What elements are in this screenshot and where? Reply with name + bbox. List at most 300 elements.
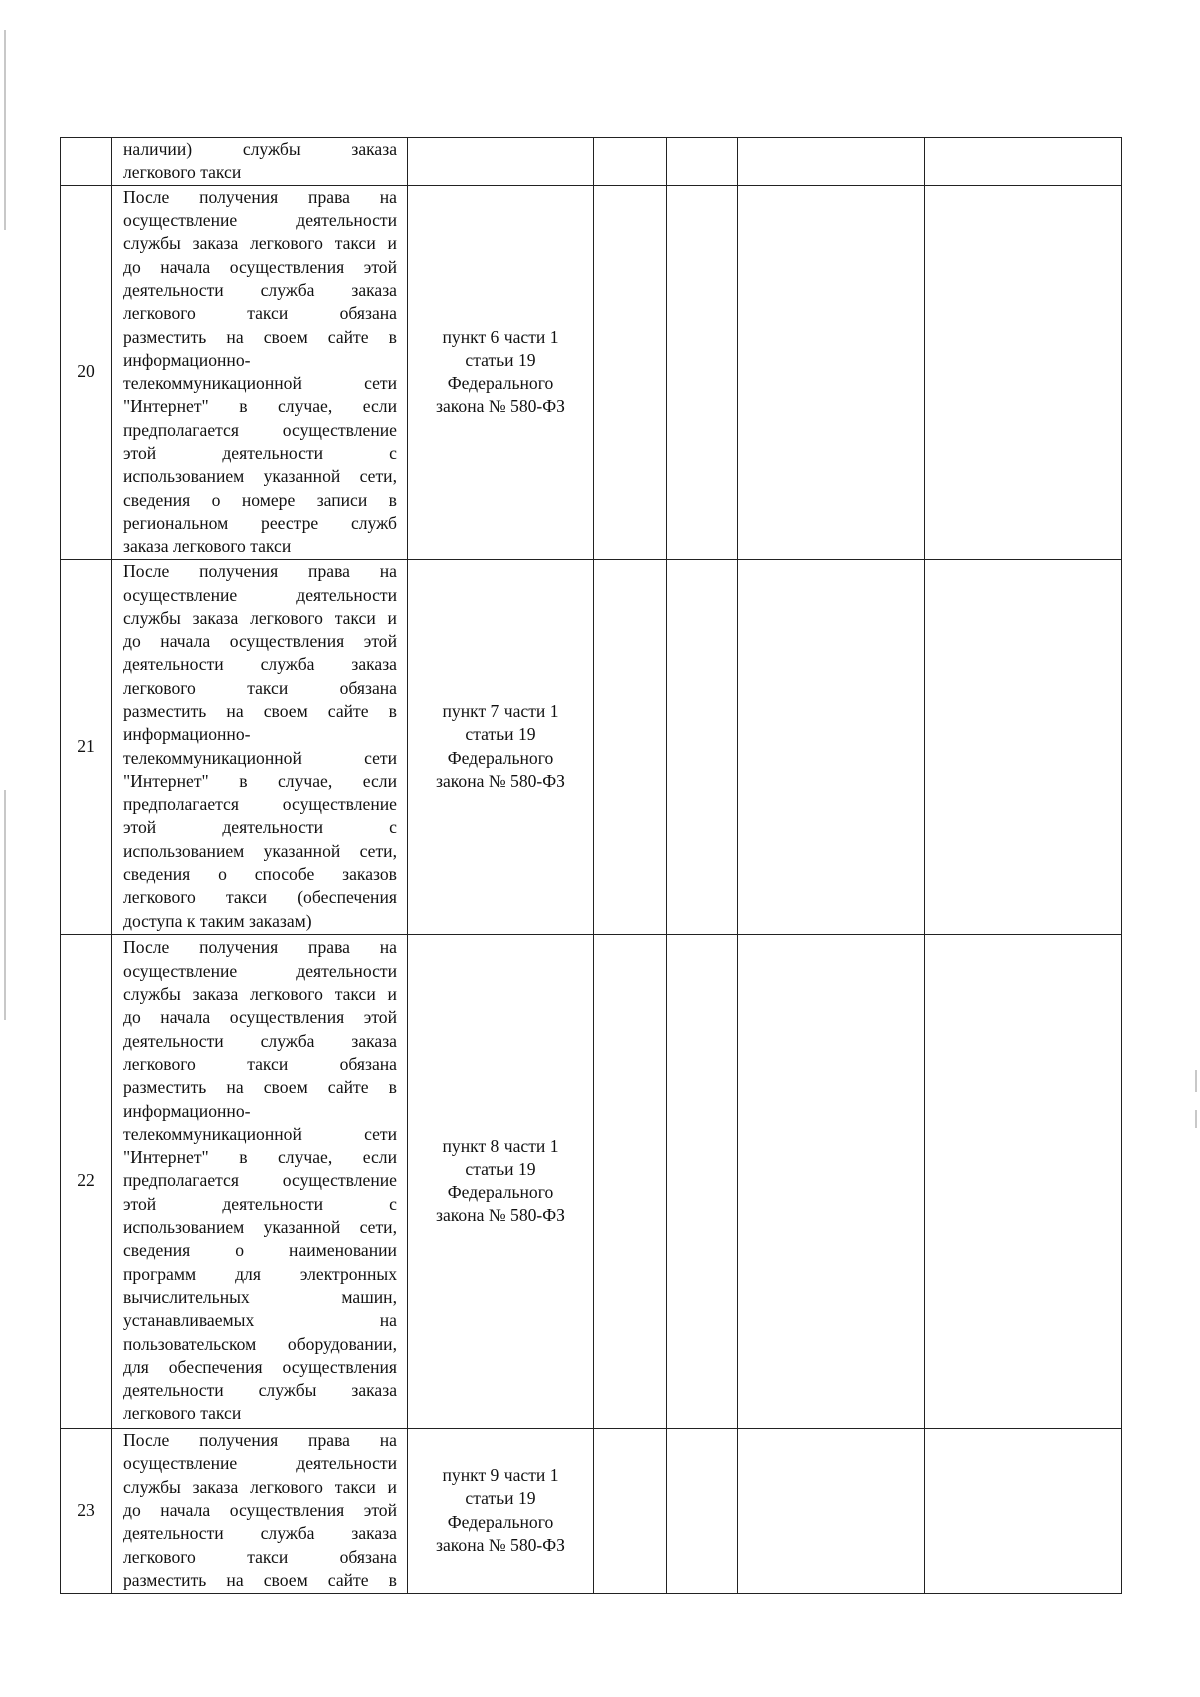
- text-line: [123, 1286, 397, 1309]
- text-line: [123, 1169, 397, 1192]
- word: машин,: [341, 1286, 397, 1307]
- word: начала: [160, 631, 211, 652]
- legal-reference: [408, 1428, 594, 1593]
- text-line: [123, 1239, 397, 1262]
- text-line: [123, 677, 397, 700]
- text-line: [123, 1429, 397, 1452]
- empty-cell: [667, 138, 738, 186]
- reference-line: пункт 7 части 1: [442, 701, 559, 721]
- word: предполагается: [123, 419, 239, 440]
- word: (обеспечения: [297, 887, 397, 908]
- text-line: [123, 630, 397, 653]
- word: до: [123, 1007, 141, 1028]
- reference-line: пункт 6 части 1: [442, 326, 559, 347]
- word: сведения: [123, 489, 191, 510]
- legal-reference: [408, 185, 594, 559]
- word: своем: [263, 701, 308, 721]
- word: заказа: [351, 1523, 397, 1544]
- word: о: [211, 489, 221, 510]
- word: службы: [242, 139, 301, 159]
- word: обязана: [339, 1053, 397, 1074]
- word: телекоммуникационной: [123, 373, 302, 394]
- word: на: [226, 1077, 244, 1098]
- word: случае,: [277, 1147, 333, 1168]
- word: использованием: [123, 1217, 245, 1238]
- word: оборудовании,: [287, 1333, 397, 1354]
- word: предполагается: [123, 1170, 239, 1191]
- word: "Интернет": [123, 396, 209, 417]
- reference-line: закона № 580-ФЗ: [436, 770, 565, 791]
- word: такси: [334, 984, 376, 1005]
- text-line: [123, 863, 397, 886]
- empty-cell: [667, 559, 738, 934]
- reference-line: Федерального: [447, 747, 554, 768]
- text-line: [123, 1123, 397, 1146]
- text-line: [123, 983, 397, 1006]
- empty-cell: [738, 1428, 925, 1593]
- word: заказа: [192, 607, 239, 628]
- word: осуществление: [123, 584, 238, 605]
- text-line: [123, 1263, 397, 1286]
- reference-line: Федерального: [447, 373, 554, 394]
- word: если: [362, 1147, 397, 1168]
- row-number: 23: [61, 1428, 112, 1593]
- reference-line: статьи 19: [465, 349, 536, 370]
- word: сведения: [123, 1240, 191, 1261]
- word: заказа легкового такси: [123, 536, 292, 557]
- empty-cell: [925, 185, 1122, 559]
- text-line: [123, 653, 397, 676]
- word: сайте: [327, 1077, 369, 1098]
- word: служба: [260, 279, 315, 300]
- empty-cell: [925, 559, 1122, 934]
- word: службы: [123, 607, 181, 628]
- text-line: [123, 232, 397, 255]
- requirement-text: [112, 185, 408, 559]
- empty-cell: [738, 934, 925, 1428]
- text-line: [123, 1333, 397, 1356]
- word: осуществления: [229, 631, 345, 652]
- word: начала: [160, 256, 211, 277]
- text-line: [123, 816, 397, 839]
- requirements-table: [60, 137, 1122, 1594]
- word: деятельности: [123, 279, 224, 300]
- reference-line: Федерального: [447, 1182, 554, 1203]
- word: и: [387, 607, 397, 628]
- word: права: [308, 561, 350, 582]
- legal-reference: [408, 559, 594, 934]
- word: сети: [364, 373, 397, 394]
- text-line: [123, 747, 397, 770]
- word: "Интернет": [123, 770, 209, 791]
- word: заказа: [351, 1030, 397, 1051]
- word: этой: [123, 1193, 157, 1214]
- empty-cell: [594, 138, 667, 186]
- word: такси: [247, 1546, 289, 1567]
- word: сети,: [359, 1217, 397, 1238]
- word: в: [388, 489, 397, 510]
- word: если: [362, 396, 397, 417]
- word: получения: [199, 937, 279, 958]
- reference-line: пункт 9 части 1: [442, 1465, 559, 1485]
- text-line: [123, 489, 397, 512]
- reference-line: закона № 580-ФЗ: [436, 1534, 565, 1555]
- word: предполагается: [123, 794, 239, 815]
- word: в: [239, 770, 248, 791]
- word: наличии): [123, 139, 193, 159]
- word: сайте: [327, 1569, 369, 1590]
- row-number: [61, 138, 112, 186]
- word: осуществления: [229, 1007, 345, 1028]
- word: сайте: [327, 701, 369, 721]
- row-number: 21: [61, 559, 112, 934]
- word: После: [123, 186, 170, 207]
- word: телекоммуникационной: [123, 747, 302, 768]
- word: использованием: [123, 466, 245, 487]
- text-line: [123, 886, 397, 909]
- text-line: [123, 960, 397, 983]
- empty-cell: [738, 138, 925, 186]
- word: легкового: [123, 1053, 196, 1074]
- requirement-text: [112, 1428, 408, 1593]
- word: на: [226, 326, 244, 347]
- word: начала: [160, 1499, 211, 1520]
- word: деятельности: [296, 210, 397, 231]
- text-line: [123, 1146, 397, 1169]
- word: до: [123, 256, 141, 277]
- word: информационно-: [123, 349, 251, 370]
- word: легкового такси: [123, 1403, 242, 1424]
- word: получения: [199, 186, 279, 207]
- text-line: [123, 936, 397, 959]
- table-row: [61, 934, 1122, 1428]
- word: вычислительных: [123, 1286, 250, 1307]
- word: легкового: [123, 887, 196, 908]
- word: на: [226, 1569, 244, 1590]
- word: начала: [160, 1007, 211, 1028]
- word: о: [235, 1240, 245, 1261]
- empty-cell: [925, 138, 1122, 186]
- text-line: [123, 1030, 397, 1053]
- text-line: [123, 1100, 397, 1123]
- word: После: [123, 561, 170, 582]
- word: в: [388, 1077, 397, 1098]
- word: деятельности: [222, 1193, 324, 1214]
- word: заказа: [192, 984, 239, 1005]
- word: на: [379, 1310, 397, 1331]
- word: сети: [364, 747, 397, 768]
- word: с: [389, 817, 397, 838]
- word: этой: [363, 1007, 397, 1028]
- text-line: [123, 700, 397, 723]
- word: После: [123, 937, 170, 958]
- word: заказа: [192, 233, 239, 254]
- word: права: [308, 186, 350, 207]
- word: легкового: [123, 677, 196, 698]
- word: службы: [258, 1380, 317, 1401]
- word: этой: [123, 817, 157, 838]
- word: своем: [263, 1077, 308, 1098]
- word: сайте: [327, 326, 369, 347]
- table-body: [61, 138, 1122, 1594]
- word: деятельности: [296, 584, 397, 605]
- word: заказов: [342, 864, 397, 885]
- word: такси: [247, 1053, 289, 1074]
- word: разместить: [123, 701, 207, 721]
- word: получения: [199, 561, 279, 582]
- word: сети,: [359, 840, 397, 861]
- empty-cell: [738, 185, 925, 559]
- word: деятельности: [123, 1380, 224, 1401]
- legal-reference: [408, 138, 594, 186]
- word: служба: [260, 1523, 315, 1544]
- word: случае,: [277, 770, 333, 791]
- word: легкового: [250, 233, 323, 254]
- word: своем: [263, 326, 308, 347]
- word: осуществление: [282, 1170, 397, 1191]
- text-line: [123, 1476, 397, 1499]
- word: телекоммуникационной: [123, 1123, 302, 1144]
- word: служб: [350, 512, 397, 533]
- word: на: [226, 701, 244, 721]
- text-line: [123, 1452, 397, 1475]
- word: если: [362, 770, 397, 791]
- word: в: [388, 326, 397, 347]
- empty-cell: [594, 185, 667, 559]
- text-line: [123, 186, 397, 209]
- word: такси: [334, 233, 376, 254]
- table-row: [61, 559, 1122, 934]
- text-line: [123, 1569, 397, 1592]
- word: обязана: [339, 1546, 397, 1567]
- word: номере: [241, 489, 296, 510]
- word: обеспечения: [168, 1356, 263, 1377]
- word: осуществление: [123, 210, 238, 231]
- text-line: [123, 1216, 397, 1239]
- word: в: [239, 396, 248, 417]
- scan-edge-mark: [1195, 1110, 1197, 1128]
- word: службы: [123, 233, 181, 254]
- reference-line: статьи 19: [465, 1488, 536, 1509]
- word: этой: [363, 1499, 397, 1520]
- word: получения: [199, 1430, 279, 1451]
- word: деятельности: [222, 442, 324, 463]
- word: разместить: [123, 326, 207, 347]
- word: информационно-: [123, 1100, 251, 1121]
- word: на: [379, 1430, 397, 1451]
- word: способе: [254, 864, 315, 885]
- row-number: 20: [61, 185, 112, 559]
- text-line: [123, 840, 397, 863]
- row-number: 22: [61, 934, 112, 1428]
- requirement-text: [112, 934, 408, 1428]
- text-line: [123, 419, 397, 442]
- word: указанной: [263, 1217, 341, 1238]
- reference-line: закона № 580-ФЗ: [436, 1205, 565, 1226]
- word: с: [389, 442, 397, 463]
- scan-edge-mark: [4, 30, 6, 230]
- word: обязана: [339, 303, 397, 324]
- text-line: [123, 584, 397, 607]
- text-line: [123, 442, 397, 465]
- word: информационно-: [123, 724, 251, 745]
- text-line: [123, 349, 397, 372]
- reference-line: закона № 580-ФЗ: [436, 396, 565, 417]
- word: заказа: [351, 139, 397, 159]
- text-line: [123, 560, 397, 583]
- word: заказа: [351, 1380, 397, 1401]
- word: деятельности: [123, 1030, 224, 1051]
- word: осуществления: [229, 256, 345, 277]
- text-line: [123, 209, 397, 232]
- word: в: [239, 1147, 248, 1168]
- word: на: [379, 937, 397, 958]
- empty-cell: [667, 934, 738, 1428]
- word: деятельности: [296, 960, 397, 981]
- word: использованием: [123, 840, 245, 861]
- word: случае,: [277, 396, 333, 417]
- reference-line: статьи 19: [465, 724, 536, 745]
- text-line: [123, 723, 397, 746]
- word: разместить: [123, 1077, 207, 1098]
- text-line: [123, 1193, 397, 1216]
- word: разместить: [123, 1569, 207, 1590]
- word: и: [387, 233, 397, 254]
- text-line: [123, 161, 397, 184]
- word: осуществление: [123, 960, 238, 981]
- word: своем: [263, 1569, 308, 1590]
- word: на: [379, 186, 397, 207]
- empty-cell: [594, 1428, 667, 1593]
- text-line: [123, 1402, 397, 1425]
- word: указанной: [263, 466, 341, 487]
- text-line: [123, 793, 397, 816]
- word: такси: [334, 1476, 376, 1497]
- word: деятельности: [123, 654, 224, 675]
- text-line: [123, 1076, 397, 1099]
- word: осуществление: [282, 794, 397, 815]
- word: легкового: [250, 607, 323, 628]
- text-line: [123, 1499, 397, 1522]
- word: права: [308, 1430, 350, 1451]
- scan-edge-mark: [1195, 1070, 1197, 1092]
- empty-cell: [925, 934, 1122, 1428]
- word: устанавливаемых: [123, 1310, 255, 1331]
- word: указанной: [263, 840, 341, 861]
- text-line: [123, 1309, 397, 1332]
- text-line: [123, 279, 397, 302]
- word: пользовательском: [123, 1333, 257, 1354]
- word: такси: [247, 677, 289, 698]
- word: легкового: [123, 1546, 196, 1567]
- word: сети,: [359, 466, 397, 487]
- word: "Интернет": [123, 1147, 209, 1168]
- text-line: [123, 1356, 397, 1379]
- word: региональном: [123, 512, 229, 533]
- word: деятельности: [296, 1453, 397, 1474]
- word: деятельности: [123, 1523, 224, 1544]
- word: записи: [316, 489, 368, 510]
- word: осуществления: [229, 1499, 345, 1520]
- word: программ: [123, 1263, 197, 1284]
- empty-cell: [925, 1428, 1122, 1593]
- reference-line: пункт 8 части 1: [442, 1135, 559, 1156]
- word: в: [388, 701, 397, 721]
- word: и: [387, 1476, 397, 1497]
- word: После: [123, 1430, 170, 1451]
- word: легкового: [250, 984, 323, 1005]
- word: служба: [260, 1030, 315, 1051]
- word: этой: [123, 442, 157, 463]
- word: этой: [363, 256, 397, 277]
- word: электронных: [299, 1263, 397, 1284]
- word: до: [123, 631, 141, 652]
- text-line: [123, 607, 397, 630]
- word: и: [387, 984, 397, 1005]
- text-line: [123, 372, 397, 395]
- word: такси: [225, 887, 268, 908]
- word: легкового: [250, 1476, 323, 1497]
- text-line: [123, 302, 397, 325]
- word: осуществления: [282, 1356, 397, 1377]
- legal-reference: [408, 934, 594, 1428]
- text-line: [123, 1053, 397, 1076]
- empty-cell: [594, 559, 667, 934]
- text-line: [123, 1006, 397, 1029]
- text-line: [123, 512, 397, 535]
- word: деятельности: [222, 817, 324, 838]
- scan-edge-mark: [4, 790, 6, 1020]
- text-line: [123, 138, 397, 161]
- text-line: [123, 1546, 397, 1569]
- word: заказа: [351, 279, 397, 300]
- word: для: [235, 1263, 261, 1284]
- text-line: [123, 770, 397, 793]
- word: в: [388, 1569, 397, 1590]
- text-line: [123, 1379, 397, 1402]
- word: заказа: [192, 1476, 239, 1497]
- text-line: [123, 1522, 397, 1545]
- word: заказа: [351, 654, 397, 675]
- word: сведения: [123, 864, 191, 885]
- empty-cell: [594, 934, 667, 1428]
- word: легкового такси: [123, 162, 242, 183]
- reference-line: статьи 19: [465, 1158, 536, 1179]
- word: до: [123, 1499, 141, 1520]
- word: этой: [363, 631, 397, 652]
- word: осуществление: [282, 419, 397, 440]
- requirement-text: [112, 138, 408, 186]
- word: службы: [123, 984, 181, 1005]
- empty-cell: [667, 185, 738, 559]
- empty-cell: [667, 1428, 738, 1593]
- text-line: [123, 326, 397, 349]
- text-line: [123, 256, 397, 279]
- table-row: [61, 1428, 1122, 1593]
- word: реестре: [261, 512, 319, 533]
- word: на: [379, 561, 397, 582]
- word: доступа к таким заказам): [123, 910, 312, 931]
- word: права: [308, 937, 350, 958]
- word: наименовании: [289, 1240, 397, 1261]
- word: для: [123, 1356, 149, 1377]
- word: осуществление: [123, 1453, 238, 1474]
- text-line: [123, 910, 397, 933]
- word: такси: [247, 303, 289, 324]
- word: обязана: [339, 677, 397, 698]
- reference-line: Федерального: [447, 1511, 554, 1532]
- empty-cell: [738, 559, 925, 934]
